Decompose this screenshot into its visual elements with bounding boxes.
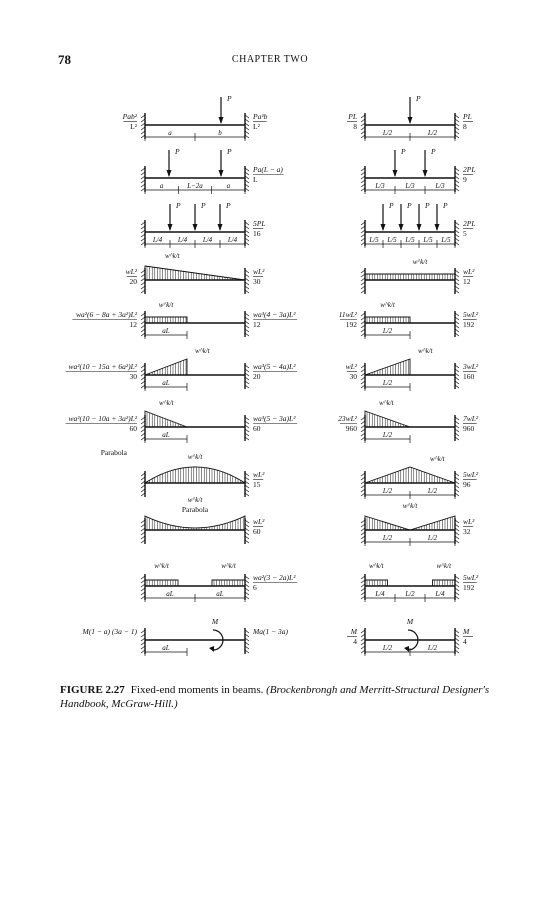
beam-case-l11: [82, 617, 289, 656]
dimension-label: L/4: [435, 590, 445, 598]
right-fixed-end-moment-denominator: L: [253, 175, 258, 184]
right-fixed-end-moment-denominator: 12: [253, 320, 261, 329]
left-fixed-end-moment-denominator: 960: [345, 424, 357, 433]
uniform-load: [365, 274, 455, 280]
left-fixed-end-moment-numerator: PL: [348, 112, 357, 121]
right-fixed-end-moment-denominator: 6: [253, 583, 257, 592]
right-fixed-end-moment-numerator: wL²: [463, 267, 475, 276]
chapter-heading: CHAPTER TWO: [231, 54, 309, 65]
right-fixed-end-moment-numerator: 7wL²: [463, 414, 479, 423]
distributed-load-label: w^k/t: [402, 502, 418, 510]
right-fixed-end-moment-denominator: 60: [253, 527, 261, 536]
beam-case-l4: [126, 252, 266, 294]
beam-case-l5: [72, 301, 297, 339]
triangular-load: [365, 516, 455, 530]
point-load-arrowhead: [392, 170, 397, 177]
beam-case-l10: [141, 562, 297, 602]
point-load-label: P: [176, 201, 181, 210]
point-load-label: P: [201, 201, 206, 210]
right-fixed-end-moment-denominator: 60: [253, 424, 261, 433]
dimension-label: L/5: [405, 236, 415, 244]
right-fixed-end-moment-numerator: wa³(5 − 4a)L²: [253, 362, 296, 371]
right-fixed-end-moment-numerator: wa²(3 − 2a)L²: [253, 573, 296, 582]
uniform-load: [365, 580, 388, 586]
dimension-label: L/2: [405, 590, 415, 598]
right-fixed-end-moment-numerator: wa³(4 − 3a)L²: [253, 310, 296, 319]
left-fixed-end-moment-numerator: wL²: [345, 362, 357, 371]
right-fixed-end-moment-denominator: 96: [463, 480, 471, 489]
beam-case-r5: [339, 301, 479, 339]
right-fixed-end-moment-numerator: wL²: [463, 517, 475, 526]
dimension-label: L/4: [202, 236, 213, 244]
right-fixed-end-moment-denominator: 160: [463, 372, 475, 381]
beam-case-l9: [141, 496, 265, 544]
left-fixed-end-moment-denominator: 20: [129, 277, 137, 286]
right-fixed-end-moment-numerator: Pa²b: [253, 112, 268, 121]
left-fixed-end-moment-numerator: wa²(6 − 8a + 3a²)L²: [75, 310, 137, 319]
right-fixed-end-moment-numerator: wL²: [253, 470, 265, 479]
dimension-label: aL: [162, 379, 170, 387]
left-fixed-end-moment-numerator: 23wL²: [338, 414, 357, 423]
right-fixed-end-moment-denominator: 15: [253, 480, 261, 489]
right-fixed-end-moment-numerator: 5PL: [253, 219, 266, 228]
dimension-label: a: [226, 182, 231, 190]
point-load-label: P: [389, 201, 394, 210]
right-fixed-end-moment-numerator: 5wL²: [463, 573, 479, 582]
beam-case-r1: [347, 94, 473, 141]
dimension-label: L/2: [382, 431, 393, 439]
dimension-label: aL: [162, 327, 170, 335]
distributed-load-label: w^k/t: [436, 562, 452, 570]
left-fixed-end-moment-numerator: M(1 − a) (3a − 1): [82, 627, 137, 636]
dimension-label: L/4: [227, 236, 238, 244]
dimension-label: L/2: [382, 487, 393, 495]
dimension-label: L/2: [427, 534, 438, 542]
right-fixed-end-moment-denominator: 8: [463, 122, 467, 131]
distributed-load-label: w^k/t: [430, 455, 445, 463]
beam-case-r4: [361, 258, 475, 294]
point-load-label: P: [443, 201, 448, 210]
beam-case-l2: [141, 147, 284, 194]
right-fixed-end-moment-numerator: wL²: [253, 517, 265, 526]
point-load-label: P: [400, 147, 406, 156]
beam-case-r2: [361, 147, 476, 194]
beam-case-r6: [346, 347, 479, 391]
beam-case-r11: [347, 617, 473, 656]
point-load-arrowhead: [193, 224, 198, 231]
beam-case-r8: [361, 455, 479, 499]
point-load-arrowhead: [167, 170, 172, 177]
dimension-label: a: [159, 182, 164, 190]
dimension-label: L/5: [387, 236, 397, 244]
dimension-label: b: [218, 129, 222, 137]
distributed-load-label: w^k/t: [158, 301, 174, 309]
point-load-arrowhead: [218, 224, 223, 231]
dimension-label: L/2: [382, 644, 393, 652]
applied-moment-label: M: [406, 617, 414, 626]
right-fixed-end-moment-denominator: 5: [463, 229, 467, 238]
dimension-label: aL: [162, 431, 170, 439]
point-load-label: P: [227, 147, 232, 156]
distributed-load-label: w^k/t: [379, 399, 394, 407]
beam-case-l8: [101, 448, 265, 497]
left-fixed-end-moment-denominator: L²: [130, 122, 137, 131]
dimension-label: L/2: [382, 534, 393, 542]
right-fixed-end-moment-numerator: wa³(5 − 3a)L²: [253, 414, 296, 423]
left-fixed-end-moment-denominator: 30: [349, 372, 357, 381]
right-fixed-end-moment-denominator: L²: [253, 122, 260, 131]
dimension-label: L/2: [427, 129, 438, 137]
left-fixed-end-moment-denominator: 4: [353, 637, 357, 646]
point-load-arrowhead: [423, 170, 428, 177]
dimension-label: L/2: [382, 129, 393, 137]
right-fixed-end-moment-numerator: Pa(L − a): [253, 165, 283, 174]
triangular-load: [365, 411, 410, 427]
right-fixed-end-moment-numerator: PL: [463, 112, 472, 121]
distributed-load-label: w^k/t: [195, 347, 210, 355]
applied-moment-arrowhead: [209, 646, 214, 652]
point-load-arrowhead: [435, 224, 440, 231]
page-number: 78: [58, 52, 71, 67]
right-fixed-end-moment-denominator: 9: [463, 175, 467, 184]
point-load-label: P: [227, 94, 232, 103]
dimension-label: L/5: [423, 236, 433, 244]
distributed-load-label: w^k/t: [380, 301, 395, 309]
dimension-label: a: [168, 129, 172, 137]
distributed-load-label: w^k/t: [165, 252, 180, 260]
beam-case-r10: [361, 562, 479, 602]
triangular-load: [365, 467, 455, 483]
left-fixed-end-moment-denominator: 192: [345, 320, 357, 329]
left-fixed-end-moment-numerator: 11wL²: [338, 310, 357, 319]
distributed-load-label: w^k/t: [221, 562, 236, 570]
left-fixed-end-moment-numerator: wa²(10 − 15a + 6a²)L²: [68, 362, 137, 371]
figure-caption: [60, 683, 490, 711]
left-fixed-end-moment-numerator: Pab²: [122, 112, 137, 121]
dimension-label: aL: [166, 590, 174, 598]
beam-case-l1: [122, 94, 268, 141]
right-fixed-end-moment-numerator: M: [463, 627, 470, 636]
distributed-load-label: w^k/t: [418, 347, 433, 355]
dimension-label: L/2: [427, 644, 438, 652]
dimension-label: L/2: [382, 327, 393, 335]
left-fixed-end-moment-denominator: 60: [129, 424, 137, 433]
right-fixed-end-moment-denominator: 16: [253, 229, 261, 238]
parabola-note: Parabola: [181, 505, 209, 514]
applied-moment-arrowhead: [404, 646, 409, 652]
point-load-label: P: [175, 147, 180, 156]
right-fixed-end-moment-numerator: 3wL²: [463, 362, 479, 371]
right-fixed-end-moment-numerator: 2PL: [463, 165, 476, 174]
point-load-arrowhead: [417, 224, 422, 231]
point-load-label: P: [407, 201, 412, 210]
right-fixed-end-moment-denominator: 30: [253, 277, 261, 286]
left-fixed-end-moment-numerator: M: [350, 627, 357, 636]
distributed-load-label: w^k/t: [159, 399, 174, 407]
dimension-label: L/5: [441, 236, 451, 244]
right-fixed-end-moment-numerator: 2PL: [463, 219, 476, 228]
dimension-label: L−2a: [187, 182, 203, 190]
point-load-arrowhead: [219, 170, 224, 177]
uniform-load: [433, 580, 456, 586]
right-fixed-end-moment-denominator: 192: [463, 583, 475, 592]
caption-text: Fixed-end moments in beams.: [130, 684, 264, 696]
right-fixed-end-moment-numerator: 5wL²: [463, 310, 479, 319]
point-load-label: P: [226, 201, 231, 210]
figure-label: FIGURE 2.27: [60, 684, 125, 696]
dimension-label: L/2: [382, 379, 393, 387]
left-fixed-end-moment-denominator: 30: [129, 372, 137, 381]
left-fixed-end-moment-numerator: wa²(10 − 10a + 3a²)L²: [68, 414, 137, 423]
distributed-load-label: w^k/t: [368, 562, 384, 570]
distributed-load-label: w^k/t: [412, 258, 428, 266]
distributed-load-label: w^k/t: [187, 453, 203, 461]
beam-case-r3: [361, 201, 476, 248]
point-load-label: P: [416, 94, 421, 103]
dimension-label: L/3: [405, 182, 415, 190]
dimension-label: L/4: [152, 236, 163, 244]
dimension-label: L/5: [369, 236, 379, 244]
left-fixed-end-moment-numerator: wL²: [125, 267, 137, 276]
beam-case-l3: [141, 201, 266, 248]
dimension-label: aL: [216, 590, 224, 598]
point-load-arrowhead: [168, 224, 173, 231]
distributed-load-label: w^k/t: [187, 496, 203, 504]
right-fixed-end-moment-denominator: 960: [463, 424, 475, 433]
beam-case-r9: [361, 502, 475, 546]
triangular-load: [145, 411, 187, 427]
beam-case-l7: [66, 399, 298, 443]
distributed-load-label: w^k/t: [154, 562, 169, 570]
dimension-label: L/3: [435, 182, 445, 190]
dimension-label: aL: [162, 644, 170, 652]
beam-case-r7: [338, 399, 479, 443]
point-load-label: P: [431, 147, 436, 156]
beam-case-l6: [66, 347, 298, 391]
left-fixed-end-moment-denominator: 8: [353, 122, 357, 131]
right-fixed-end-moment-denominator: 20: [253, 372, 261, 381]
right-fixed-end-moment-numerator: Ma(1 − 3a): [253, 627, 289, 636]
right-fixed-end-moment-numerator: wL²: [253, 267, 265, 276]
dimension-label: L/4: [375, 590, 385, 598]
parabola-note: Parabola: [100, 448, 127, 457]
dimension-label: L/3: [375, 182, 385, 190]
applied-moment-label: M: [211, 617, 219, 626]
dimension-label: L/2: [427, 487, 438, 495]
right-fixed-end-moment-denominator: 12: [463, 277, 471, 286]
left-fixed-end-moment-denominator: 12: [129, 320, 137, 329]
right-fixed-end-moment-denominator: 192: [463, 320, 475, 329]
right-fixed-end-moment-denominator: 4: [463, 637, 467, 646]
point-load-arrowhead: [408, 117, 413, 124]
caption-source: (Brockenbrongh and Merritt-Structural Designer's Handbook, McGraw-Hill.): [60, 684, 490, 710]
point-load-arrowhead: [219, 117, 224, 124]
point-load-label: P: [425, 201, 430, 210]
right-fixed-end-moment-numerator: 5wL²: [463, 470, 479, 479]
right-fixed-end-moment-denominator: 32: [463, 527, 471, 536]
dimension-label: L/4: [177, 236, 188, 244]
point-load-arrowhead: [381, 224, 386, 231]
point-load-arrowhead: [399, 224, 404, 231]
